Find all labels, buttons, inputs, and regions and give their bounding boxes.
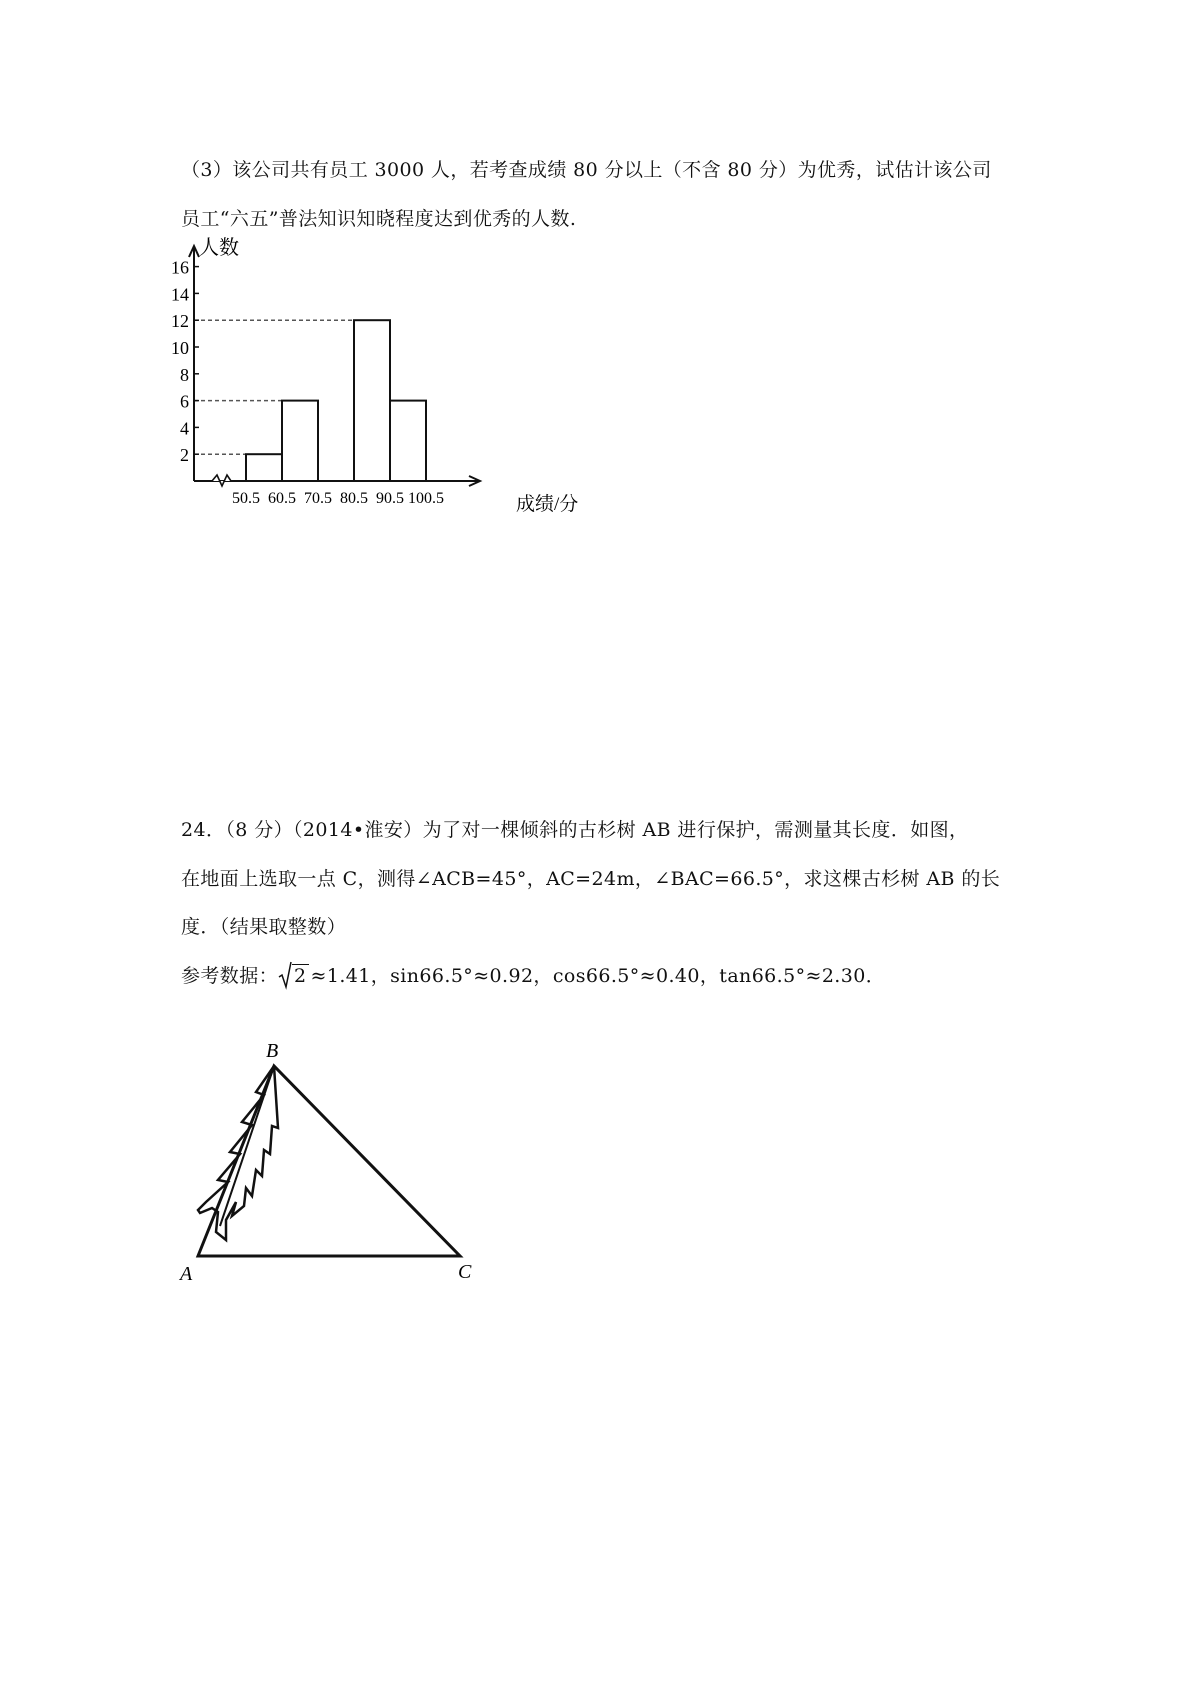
reference-data-line xyxy=(181,963,885,989)
y-tick-label: 10 xyxy=(171,338,189,358)
q24-line-3: 度．（结果取整数） xyxy=(181,916,347,938)
vertex-c-label: C xyxy=(458,1261,472,1283)
triangle-tree-figure xyxy=(170,1030,490,1290)
histogram-bar xyxy=(282,401,318,481)
histogram-bar xyxy=(354,320,390,481)
y-tick-label: 12 xyxy=(171,311,189,332)
vertex-a-label: A xyxy=(180,1263,193,1285)
reference-data-values: ≈1.41，sin66.5°≈0.92，cos66.5°≈0.40，tan66.5°≈2.30． xyxy=(310,965,886,987)
x-tick-label: 70.5 xyxy=(304,490,332,507)
y-tick-label: 8 xyxy=(180,364,189,385)
q3-line-1: （3）该公司共有员工 3000 人，若考查成绩 80 分以上（不含 80 分）为优秀，试估计该公司 xyxy=(181,159,992,181)
histogram-bar xyxy=(246,454,282,481)
x-tick-labels xyxy=(232,490,444,507)
x-tick-label: 60.5 xyxy=(268,490,296,507)
x-tick-label: 100.5 xyxy=(408,490,444,507)
x-tick-label: 80.5 xyxy=(340,490,368,507)
q3-line-2: 员工“六五”普法知识知晓程度达到优秀的人数. xyxy=(181,208,577,230)
y-tick-label: 16 xyxy=(171,257,189,278)
q24-line-2: 在地面上选取一点 C，测得∠ACB=45°，AC=24m，∠BAC=66.5°，求这棵古杉树 AB 的长 xyxy=(181,868,1001,890)
q24-line-1: 24．（8 分）（2014•淮安）为了对一棵倾斜的古杉树 AB 进行保护，需测量其长度．如图， xyxy=(181,819,969,841)
x-tick-label: 50.5 xyxy=(232,490,260,507)
y-tick-label: 2 xyxy=(180,445,189,466)
y-tick-label: 4 xyxy=(180,418,189,439)
tree-trunk xyxy=(220,1066,274,1226)
sqrt-symbol xyxy=(278,963,309,989)
y-tick-label: 14 xyxy=(171,284,189,305)
x-tick-label: 90.5 xyxy=(376,490,404,507)
x-axis-label: 成绩/分 xyxy=(516,494,579,515)
sqrt-argument: 2 xyxy=(294,965,307,987)
triangle-abc xyxy=(198,1066,460,1256)
axes xyxy=(189,246,480,486)
vertex-b-label: B xyxy=(266,1040,279,1062)
histogram-bar xyxy=(390,401,426,481)
reference-dashes xyxy=(194,320,354,454)
y-axis-label: 人数 xyxy=(199,237,239,259)
histogram-chart xyxy=(170,237,579,520)
y-tick-label: 6 xyxy=(180,391,189,412)
reference-data-prefix: 参考数据： xyxy=(181,965,279,987)
